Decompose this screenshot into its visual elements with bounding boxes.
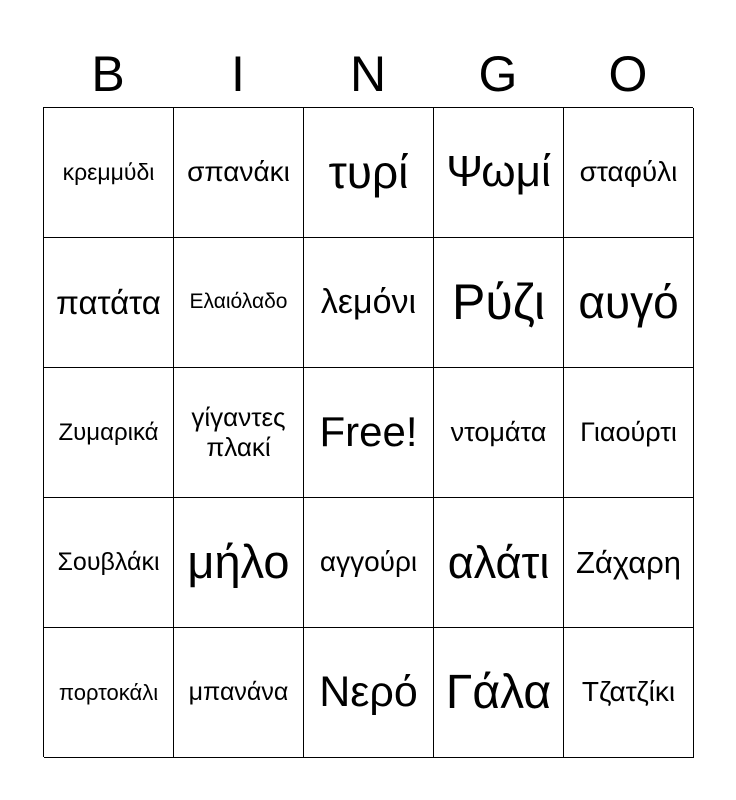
bingo-cell[interactable]: Γιαούρτι — [564, 368, 694, 498]
bingo-cell[interactable]: πορτοκάλι — [44, 628, 174, 758]
header-letter-i: I — [231, 46, 245, 102]
bingo-cell[interactable]: σταφύλι — [564, 108, 694, 238]
bingo-cell[interactable]: αυγό — [564, 238, 694, 368]
bingo-cell[interactable]: σπανάκι — [174, 108, 304, 238]
bingo-header — [43, 40, 693, 108]
bingo-cell[interactable]: μήλο — [174, 498, 304, 628]
bingo-cell[interactable]: Τζατζίκι — [564, 628, 694, 758]
bingo-cell[interactable]: Ζυμαρικά — [44, 368, 174, 498]
bingo-cell[interactable]: Σουβλάκι — [44, 498, 174, 628]
bingo-grid — [43, 107, 693, 757]
bingo-cell[interactable]: Ρύζι — [434, 238, 564, 368]
bingo-cell[interactable]: Ψωμί — [434, 108, 564, 238]
header-letter-n: N — [349, 46, 387, 102]
bingo-cell[interactable]: Ζάχαρη — [564, 498, 694, 628]
header-letter-b: B — [91, 46, 125, 102]
bingo-cell[interactable]: ντομάτα — [434, 368, 564, 498]
header-letter-g: G — [478, 46, 518, 102]
free-space-cell[interactable]: Free! — [304, 368, 434, 498]
bingo-cell[interactable]: κρεμμύδι — [44, 108, 174, 238]
header-letter-o: O — [608, 46, 648, 102]
bingo-cell[interactable]: Νερό — [304, 628, 434, 758]
bingo-cell[interactable]: αγγούρι — [304, 498, 434, 628]
bingo-cell[interactable]: Ελαιόλαδο — [174, 238, 304, 368]
bingo-cell[interactable]: γίγαντες πλακί — [174, 368, 304, 498]
bingo-cell[interactable]: τυρί — [304, 108, 434, 238]
bingo-cell[interactable]: Γάλα — [434, 628, 564, 758]
bingo-cell[interactable]: αλάτι — [434, 498, 564, 628]
bingo-cell[interactable]: λεμόνι — [304, 238, 434, 368]
bingo-cell[interactable]: πατάτα — [44, 238, 174, 368]
bingo-cell[interactable]: μπανάνα — [174, 628, 304, 758]
